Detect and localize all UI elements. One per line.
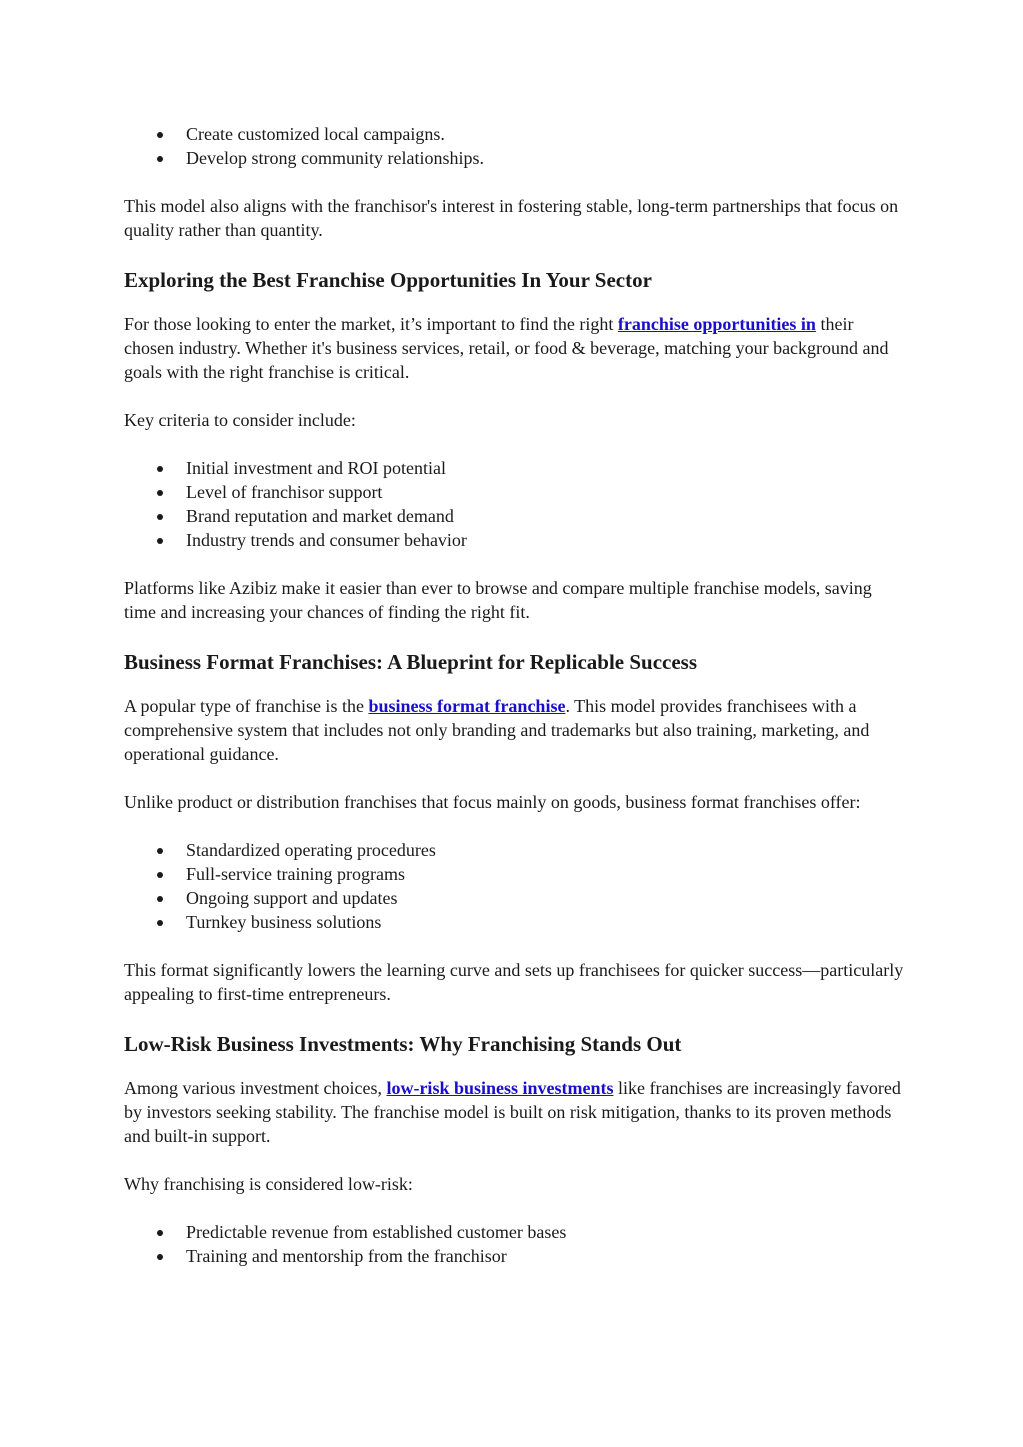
paragraph-alignment: This model also aligns with the franchisor's interest in fostering stable, long-term partnerships that focus on quality rather than quantity. xyxy=(124,196,899,240)
paragraph-text: For those looking to enter the market, it’s important to find the right xyxy=(124,314,618,334)
list-item xyxy=(124,886,904,910)
paragraph-key-criteria: Key criteria to consider include: xyxy=(124,410,356,430)
paragraph-text: A popular type of franchise is the xyxy=(124,696,369,716)
bullet-icon xyxy=(157,1254,163,1260)
bullet-icon xyxy=(157,848,163,854)
list-item-text: Training and mentorship from the franchisor xyxy=(186,1246,507,1266)
paragraph-business-format xyxy=(124,694,904,766)
paragraph-why-low-risk: Why franchising is considered low-risk: xyxy=(124,1174,413,1194)
bullet-icon xyxy=(157,538,163,544)
bullet-list-criteria xyxy=(124,456,904,552)
list-item xyxy=(124,528,904,552)
bullet-icon xyxy=(157,156,163,162)
list-item xyxy=(124,910,904,934)
bullet-icon xyxy=(157,872,163,878)
list-item xyxy=(124,122,904,146)
paragraph-text: like franchises are increasingly favored by investors seeking stability. The franchise model is built on risk mitigation, thanks to its proven methods and built-in support. xyxy=(124,1078,901,1146)
list-item-text: Predictable revenue from established customer bases xyxy=(186,1222,567,1242)
bullet-icon xyxy=(157,490,163,496)
list-item-text: Brand reputation and market demand xyxy=(186,506,454,526)
paragraph-text: . This model provides franchisees with a comprehensive system that includes not only branding and trademarks but also training, marketing, and operational guidance. xyxy=(124,696,870,764)
bullet-list-top xyxy=(124,122,904,170)
list-item xyxy=(124,146,904,170)
document-page xyxy=(124,122,904,1292)
bullet-icon xyxy=(157,920,163,926)
paragraph-market-entry xyxy=(124,312,904,384)
list-item xyxy=(124,862,904,886)
bullet-icon xyxy=(157,132,163,138)
list-item-text: Create customized local campaigns. xyxy=(186,124,445,144)
list-item-text: Industry trends and consumer behavior xyxy=(186,530,467,550)
franchise-opportunities-link[interactable]: franchise opportunities in xyxy=(617,314,816,334)
list-item-text: Ongoing support and updates xyxy=(186,888,398,908)
list-item-text: Full-service training programs xyxy=(186,864,405,884)
bullet-icon xyxy=(157,514,163,520)
heading-low-risk: Low-Risk Business Investments: Why Franchising Stands Out xyxy=(124,1032,682,1056)
list-item xyxy=(124,504,904,528)
bullet-list-low-risk xyxy=(124,1220,904,1268)
list-item xyxy=(124,480,904,504)
bullet-icon xyxy=(157,1230,163,1236)
list-item xyxy=(124,1244,904,1268)
list-item xyxy=(124,1220,904,1244)
list-item xyxy=(124,838,904,862)
paragraph-investment-choices xyxy=(124,1076,904,1148)
heading-franchise-opportunities: Exploring the Best Franchise Opportunities In Your Sector xyxy=(124,268,652,292)
paragraph-unlike-product: Unlike product or distribution franchises that focus mainly on goods, business format franchises offer: xyxy=(124,792,861,812)
paragraph-platforms: Platforms like Azibiz make it easier than ever to browse and compare multiple franchise models, saving time and increasing your chances of finding the right fit. xyxy=(124,578,872,622)
business-format-franchise-link[interactable]: business format franchise xyxy=(368,696,566,716)
list-item-text: Standardized operating procedures xyxy=(186,840,436,860)
heading-business-format: Business Format Franchises: A Blueprint for Replicable Success xyxy=(124,650,698,674)
list-item xyxy=(124,456,904,480)
list-item-text: Turnkey business solutions xyxy=(186,912,382,932)
low-risk-investments-link[interactable]: low-risk business investments xyxy=(386,1078,614,1098)
paragraph-text: Among various investment choices, xyxy=(124,1078,387,1098)
bullet-icon xyxy=(157,466,163,472)
list-item-text: Initial investment and ROI potential xyxy=(186,458,446,478)
paragraph-learning-curve: This format significantly lowers the learning curve and sets up franchisees for quicker success—particularly appealing to first-time entrepreneurs. xyxy=(124,960,904,1004)
bullet-icon xyxy=(157,896,163,902)
list-item-text: Level of franchisor support xyxy=(186,482,383,502)
bullet-list-offerings xyxy=(124,838,904,934)
list-item-text: Develop strong community relationships. xyxy=(186,148,484,168)
paragraph-text: their chosen industry. Whether it's business services, retail, or food & beverage, matching your background and goals with the right franchise is critical. xyxy=(124,314,889,382)
